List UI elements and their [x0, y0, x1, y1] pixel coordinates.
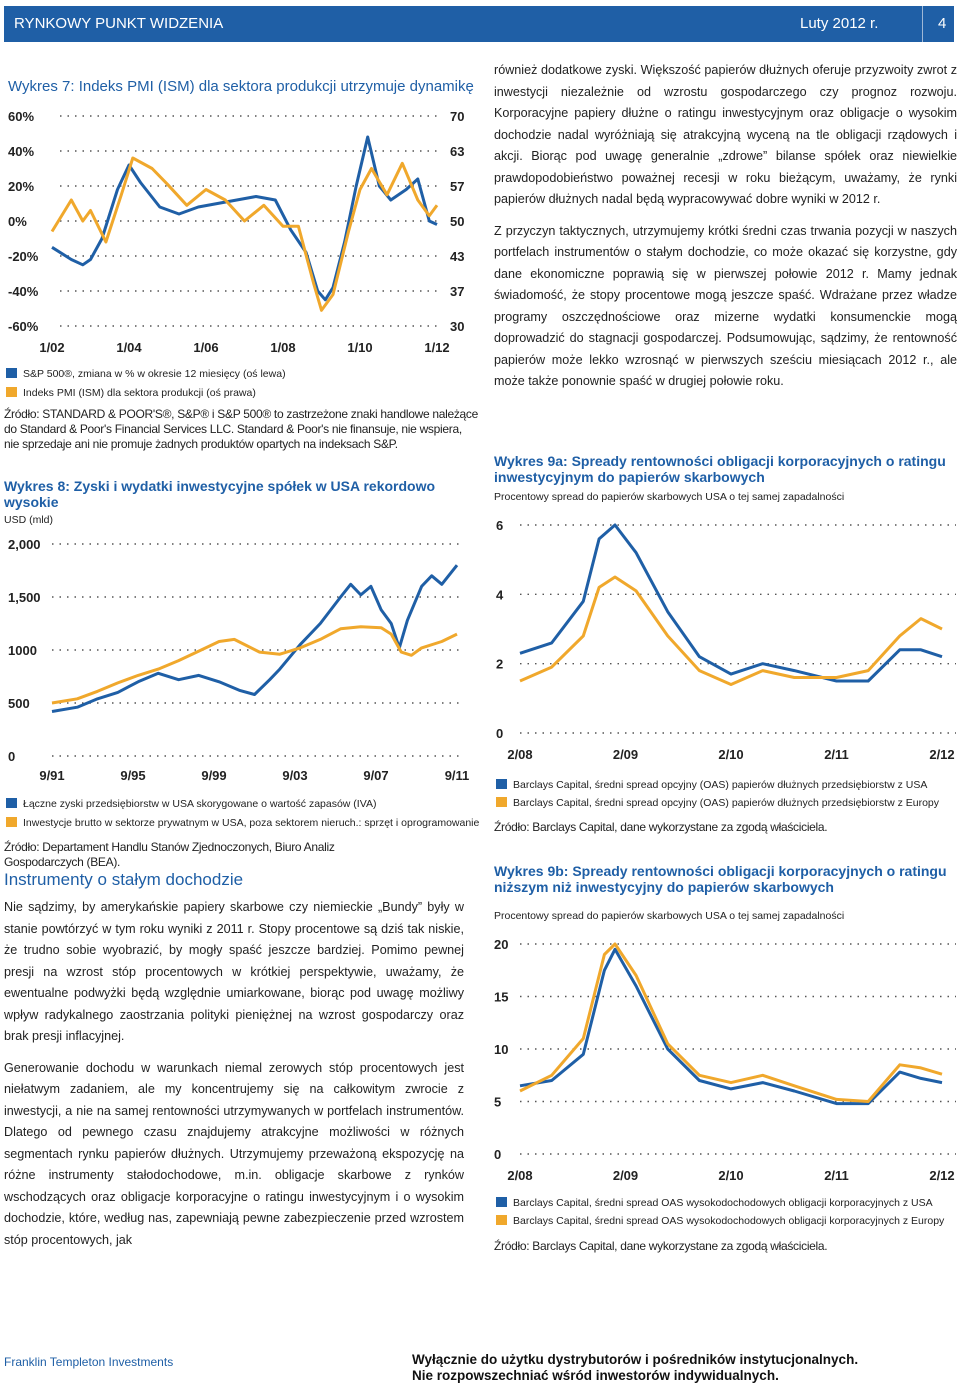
x-tick-label: 2/08 [507, 747, 533, 762]
w9a-legend-2 [496, 797, 939, 809]
y-tick-label: 500 [8, 696, 30, 711]
x-tick-label: 2/12 [929, 747, 955, 762]
header-title: RYNKOWY PUNKT WIDZENIA [14, 15, 224, 32]
x-tick-label: 2/09 [612, 747, 639, 762]
left-body-text [4, 897, 464, 1261]
y-right-tick-label: 70 [450, 109, 465, 124]
w8-title: Wykres 8: Zyski i wydatki inwestycyjne spółek w USA rekordowo wysokie [4, 478, 436, 510]
y-tick-label: 20 [494, 937, 509, 952]
paragraph: Nie sądzimy, by amerykańskie papiery skarbowe czy niemieckie „Bundy” były w stanie powtórzyć w tym roku wyniki z 2011 r. Stopy procentowe są dziś tak niskie, że trudno sobie wyobrazić, by mogły spaść jeszcze bardziej. Pomimo pewnej presji na wzrost stóp procentowych w krótkiej perspektywie, uważamy, że ewentualne podwyżki będą względnie umiarkowane, biorąc pod uwagę możliwy wpływ radykalnego zaostrzania polityki pieniężnej na wzrost gospodarczy oraz brak presji inflacyjnej. [4, 900, 464, 1043]
y-tick-label: 0 [494, 1147, 502, 1162]
series-line [52, 565, 457, 711]
y-right-tick-label: 57 [450, 179, 465, 194]
header-date: Luty 2012 r. [800, 15, 879, 32]
w7-legend-2 [6, 387, 256, 399]
y-tick-label: 0% [8, 214, 27, 229]
x-tick-label: 2/11 [824, 747, 849, 762]
legend-label: Łączne zyski przedsiębiorstw w USA skorygowane o wartość zapasów (IVA) [23, 798, 377, 810]
legend-label: Barclays Capital, średni spread OAS wysokodochodowych obligacji korporacyjnych z USA [513, 1197, 933, 1209]
y-tick-label: -40% [8, 284, 39, 299]
legend-label: Inwestycje brutto w sektorze prywatnym w USA, poza sektorem nieruch.: sprzęt i oprogramowanie [23, 817, 480, 829]
series-line [520, 944, 942, 1102]
w9a-title: Wykres 9a: Spready rentowności obligacji korporacyjnych o ratingu inwestycyjnym do papierów skarbowych [494, 453, 946, 485]
y-right-tick-label: 43 [450, 249, 465, 264]
header-banner [4, 6, 954, 42]
w8-legend-2 [6, 817, 479, 829]
w8-unit: USD (mld) [4, 514, 53, 526]
section-heading: Instrumenty o stałym dochodzie [4, 870, 244, 889]
x-tick-label: 9/95 [120, 768, 146, 783]
x-tick-label: 2/09 [612, 1168, 639, 1183]
x-tick-label: 1/12 [424, 340, 450, 355]
y-tick-label: 0 [496, 726, 504, 741]
x-tick-label: 1/06 [193, 340, 219, 355]
footer-line-1: Wyłącznie do użytku dystrybutorów i pośredników instytucjonalnych. [412, 1352, 859, 1367]
x-tick-label: 2/08 [507, 1168, 533, 1183]
legend-swatch-blue [496, 779, 507, 789]
x-tick-label: 9/91 [39, 768, 65, 783]
y-right-tick-label: 50 [450, 214, 465, 229]
legend-label: S&P 500®, zmiana w % w okresie 12 miesięcy (oś lewa) [23, 368, 286, 380]
y-tick-label: 6 [496, 518, 504, 533]
x-tick-label: 9/11 [444, 768, 470, 783]
series-line [52, 158, 437, 310]
footer-line-2: Nie rozpowszechniać wśród inwestorów indywidualnych. [412, 1368, 779, 1383]
footer-company: Franklin Templeton Investments [4, 1355, 174, 1369]
w7-title: Wykres 7: Indeks PMI (ISM) dla sektora produkcji utrzymuje dynamikę [8, 78, 474, 95]
y-right-tick-label: 37 [450, 284, 465, 299]
w9a-legend-1 [496, 779, 927, 791]
w9a-source: Źródło: Barclays Capital, dane wykorzystane za zgodą właściciela. [494, 820, 828, 834]
paragraph: również dodatkowe zyski. Większość papierów dłużnych oferuje przyzwoity zwrot z inwestycji niezależnie od wzrostu gospodarczego czy prognoz rozwoju. Korporacyjne papiery dłużne o ratingu inwestycyjnym oraz obligacje o wysokim dochodzie nadal wyróżniają się atrakcyjną wyceną na tle obligacji rządowych i akcji. Biorąc pod uwagę generalnie „zdrowe” bilanse spółek oraz niewielkie prawdopodobieństwo poważnej recesji w roku bieżącym, uważamy, że rynki papierów dłużnych nadal będą wypracowywać dobre wyniki w 2012 r. [494, 63, 957, 206]
legend-label: Indeks PMI (ISM) dla sektora produkcji (oś prawa) [23, 387, 256, 399]
x-tick-label: 2/10 [718, 747, 744, 762]
w8-legend-1 [6, 798, 376, 810]
x-tick-label: 9/99 [201, 768, 227, 783]
legend-swatch-orange [496, 797, 507, 807]
legend-swatch-orange [496, 1215, 507, 1225]
w9b-legend-2 [496, 1215, 944, 1227]
y-tick-label: -20% [8, 249, 39, 264]
legend-swatch-orange [6, 387, 17, 397]
y-tick-label: 5 [494, 1094, 502, 1110]
legend-swatch-blue [496, 1197, 507, 1207]
y-tick-label: 0 [8, 749, 16, 764]
w8-source: Źródło: Departament Handlu Stanów Zjednoczonych, Biuro Analiz Gospodarczych (BEA). [4, 840, 335, 869]
y-tick-label: 40% [8, 144, 35, 159]
x-tick-label: 2/10 [718, 1168, 744, 1183]
y-right-tick-label: 63 [450, 144, 465, 159]
w9b-subtitle: Procentowy spread do papierów skarbowych USA o tej samej zapadalności [494, 910, 845, 922]
y-tick-label: 2,000 [8, 537, 41, 552]
x-tick-label: 1/08 [270, 340, 296, 355]
y-tick-label: 1,500 [8, 590, 41, 605]
y-tick-label: 4 [496, 587, 504, 603]
x-tick-label: 2/12 [929, 1168, 955, 1183]
legend-label: Barclays Capital, średni spread opcyjny (OAS) papierów dłużnych przedsiębiorstw z Europy [513, 797, 940, 809]
footer-disclaimer [412, 1352, 858, 1384]
right-body-text [494, 60, 957, 403]
paragraph: Generowanie dochodu w warunkach niemal zerowych stóp procentowych jest niełatwym zadaniem, ale my koncentrujemy się na całkowitym zwrocie z inwestycji, a nie na samej rentowności utrzymywanych w portfelach instrumentów. Dlatego od pewnego czasu znajdujemy atrakcyjne możliwości w różnych segmentach rynku papierów dłużnych. Utrzymujemy przeważoną ekspozycję na różne instrumenty stałodochodowe, m.in. obligacje skarbowe z rynków wschodzących oraz obligacje korporacyjne o ratingu inwestycyjnym i o wysokim dochodzie, które, według nas, zapewniają pewne zabezpieczenie przed wzrostem stóp procentowych, jak [4, 1060, 464, 1247]
series-line [520, 949, 942, 1103]
paragraph: Z przyczyn taktycznych, utrzymujemy krótki średni czas trwania pozycji w naszych portfelach instrumentów o stałym dochodzie, co może okazać się korzystne, gdy dane ekonomiczne poprawią się w pierwszej połowie 2012 r. Mamy jednak świadomość, że stopy procentowe mogą jeszcze spaść. Wdrażane przez władze programy oszczędnościowe oraz mizerne wydatki konsumenckie mogą doprowadzić do stagnacji gospodarczej. Podsumowując, sądzimy, że rentowność papierów może lekko wzrosnąć w pierwszych sześciu miesiącach 2012 r., ale może także ponownie spaść w drugiej połowie roku. [494, 223, 957, 388]
header-divider [922, 6, 923, 42]
y-tick-label: 1000 [8, 643, 37, 658]
w9b-title: Wykres 9b: Spready rentowności obligacji korporacyjnych o ratingu niższym niż inwestycyjny do papierów skarbowych [494, 863, 947, 895]
x-tick-label: 1/04 [116, 340, 142, 355]
x-tick-label: 9/07 [363, 768, 389, 783]
x-tick-label: 2/11 [824, 1168, 849, 1183]
y-tick-label: 60% [8, 109, 35, 124]
w7-chart [0, 98, 480, 360]
y-tick-label: 2 [496, 656, 504, 672]
w9a-chart [490, 505, 960, 767]
page-number: 4 [938, 15, 947, 32]
x-tick-label: 1/10 [347, 340, 373, 355]
w9a-subtitle: Procentowy spread do papierów skarbowych USA o tej samej zapadalności [494, 491, 845, 503]
w8-chart [0, 526, 480, 788]
y-right-tick-label: 30 [450, 319, 465, 334]
y-tick-label: 20% [8, 179, 35, 194]
y-tick-label: 15 [494, 989, 509, 1005]
w9b-legend-1 [496, 1197, 933, 1209]
w7-legend-1 [6, 368, 286, 380]
x-tick-label: 9/03 [282, 768, 308, 783]
w9b-chart [490, 926, 960, 1188]
y-tick-label: 10 [494, 1042, 509, 1057]
legend-label: Barclays Capital, średni spread OAS wysokodochodowych obligacji korporacyjnych z Europy [513, 1215, 945, 1227]
w9b-source: Źródło: Barclays Capital, dane wykorzystane za zgodą właściciela. [494, 1239, 828, 1253]
x-tick-label: 1/02 [39, 340, 65, 355]
series-line [520, 577, 942, 685]
w7-source: Źródło: STANDARD & POOR'S®, S&P® i S&P 500® to zastrzeżone znaki handlowe należące do Standard & Poor's Financial Services LLC. Standard & Poor's nie finansuje, nie wspiera, nie sprzedaje ani nie promuje żadnych produktów opartych na indeksach S&P. [4, 407, 478, 451]
series-line [52, 137, 437, 300]
legend-swatch-blue [6, 368, 17, 378]
y-tick-label: -60% [8, 319, 39, 334]
legend-swatch-blue [6, 798, 17, 808]
legend-label: Barclays Capital, średni spread opcyjny (OAS) papierów dłużnych przedsiębiorstw z USA [513, 779, 928, 791]
legend-swatch-orange [6, 817, 17, 827]
